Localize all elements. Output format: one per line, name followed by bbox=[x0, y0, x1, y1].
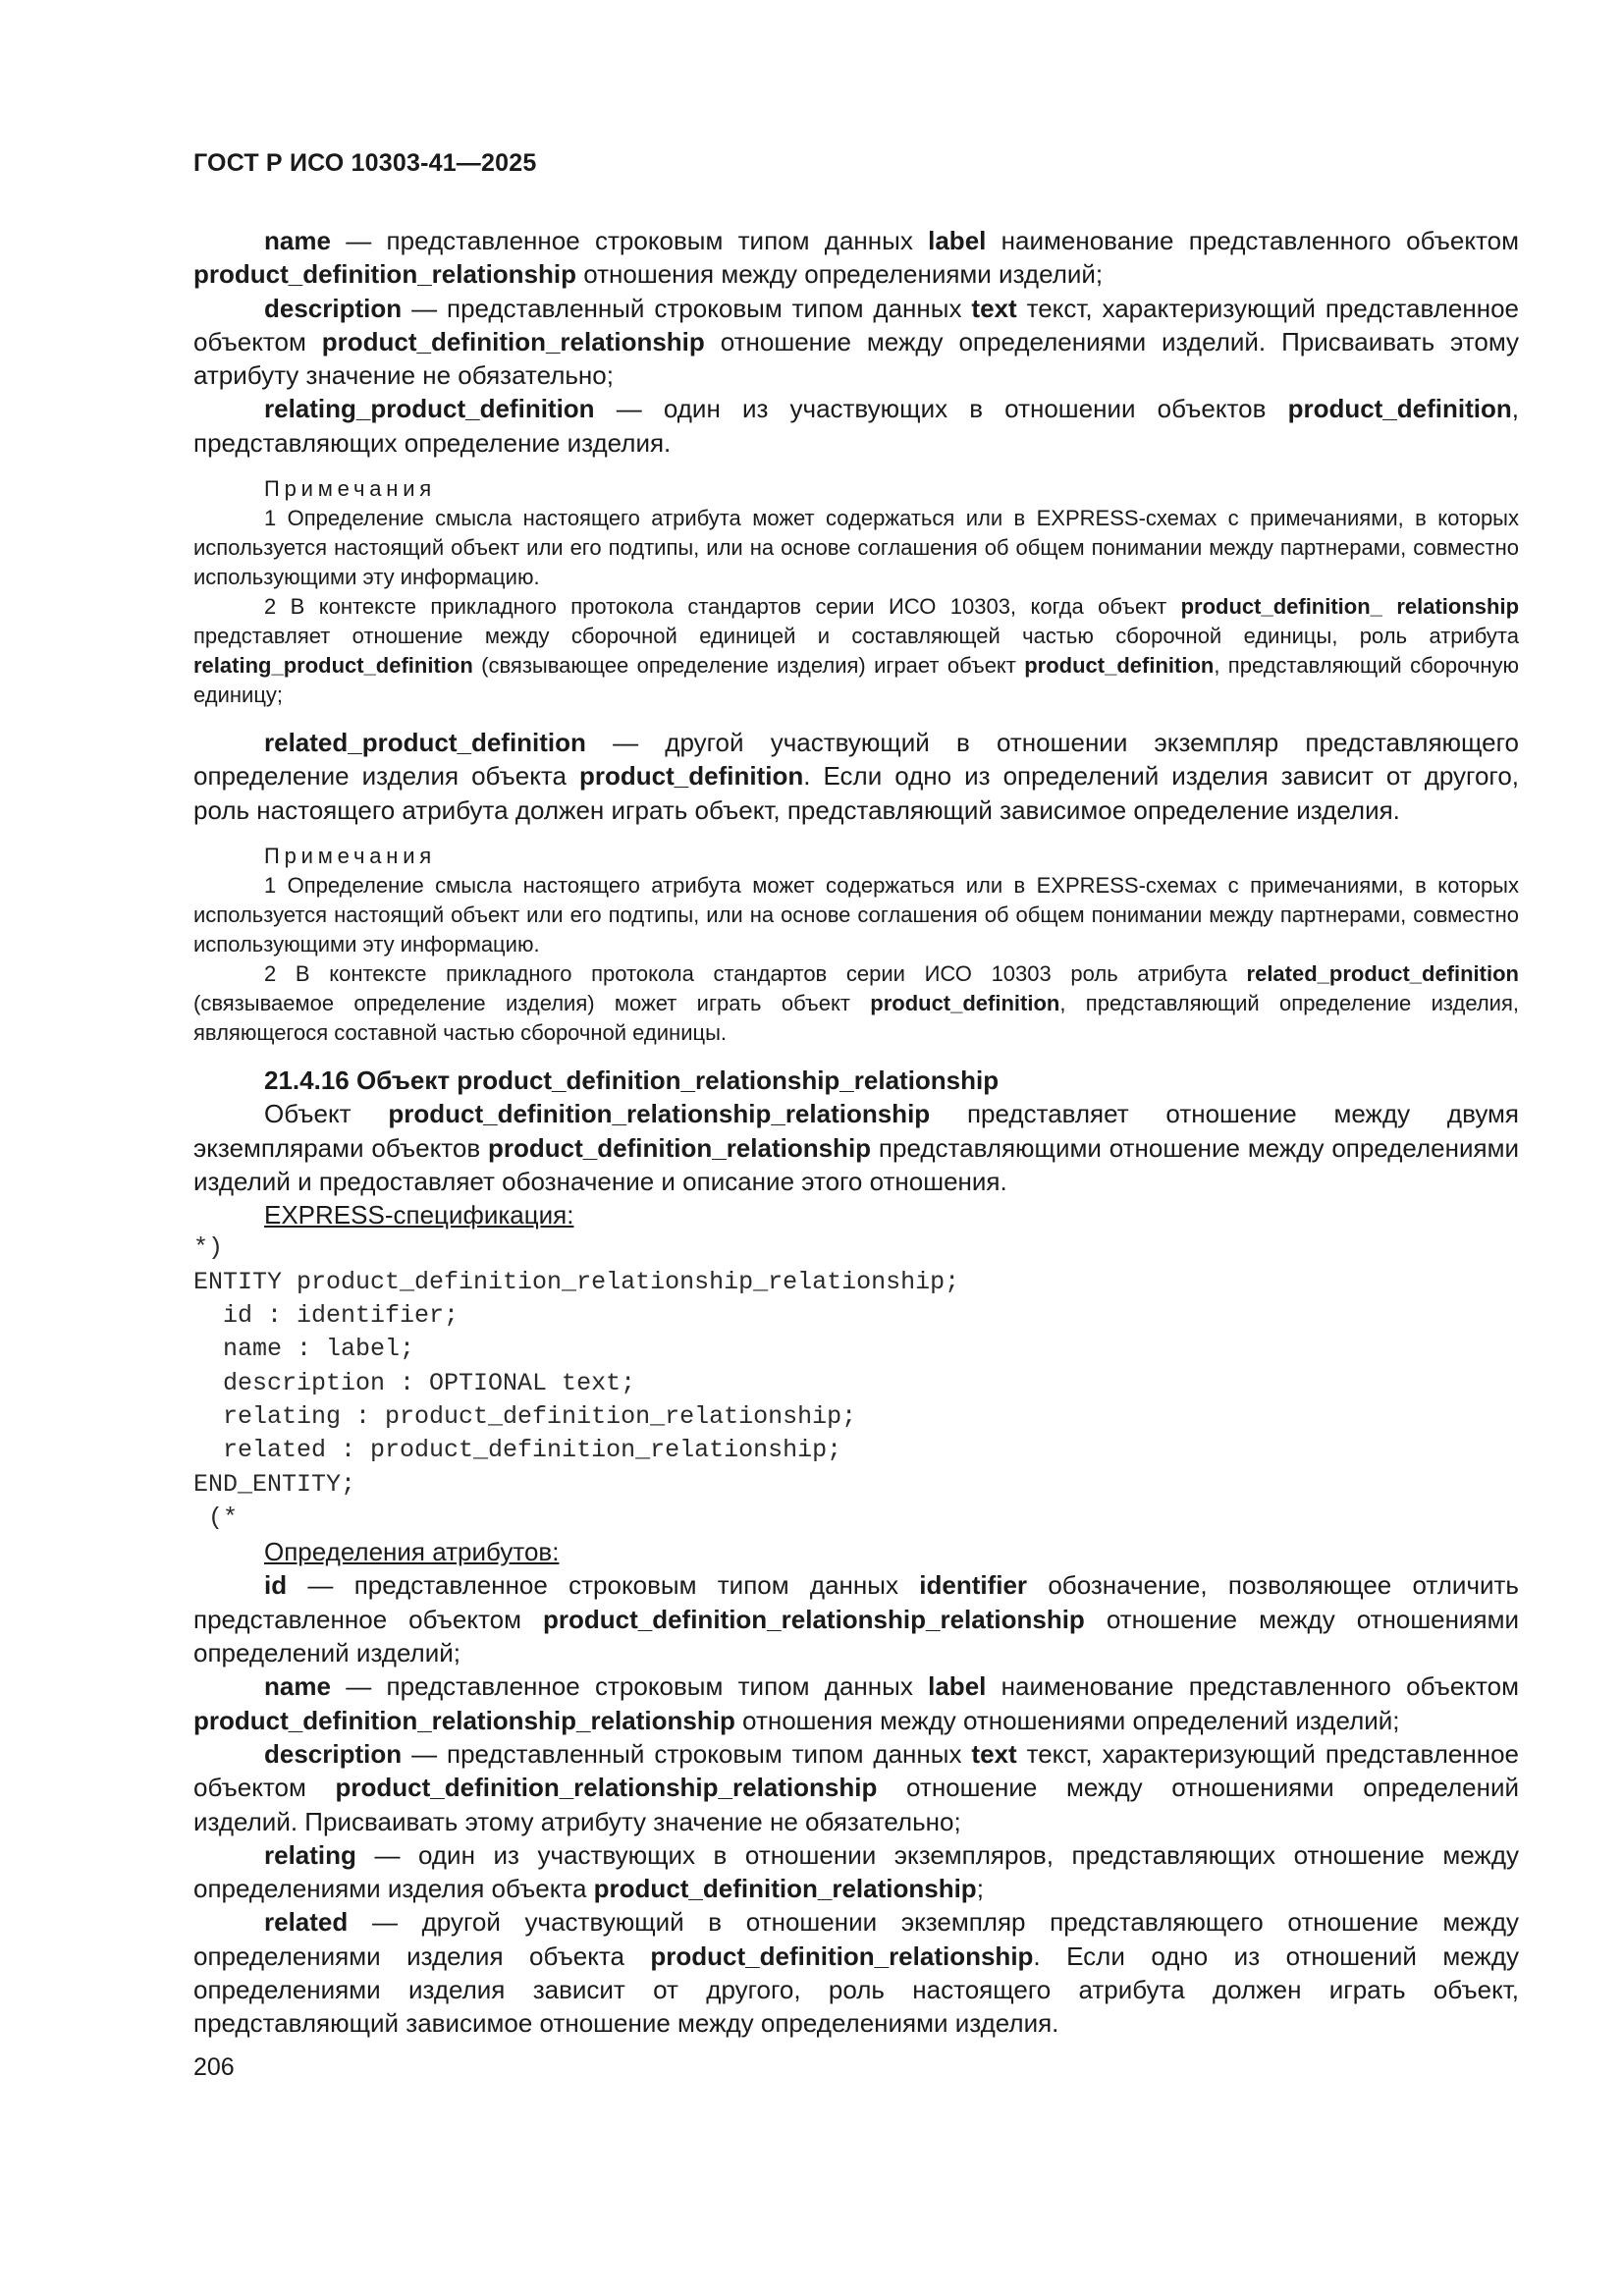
notes-title: Примечания bbox=[264, 843, 437, 868]
bold-term: relating_product_definition bbox=[193, 653, 473, 679]
paragraph bbox=[193, 1838, 1519, 1906]
bold-term: name bbox=[264, 226, 331, 255]
code-line: *) bbox=[193, 1233, 224, 1263]
bold-term: product_definition_relationship bbox=[593, 1874, 977, 1904]
paragraph bbox=[193, 726, 1519, 827]
bold-term: description bbox=[264, 1738, 403, 1769]
text-run: , представляющий определение изделия, являющегося составной частью сборочной единицы. bbox=[193, 990, 1519, 1045]
bold-term: product_definition_relationship_relationship bbox=[335, 1773, 878, 1803]
paragraph bbox=[193, 392, 1519, 460]
text-run: ; bbox=[976, 1874, 984, 1904]
text-run: представляющими отношение между определениями изделий и предоставляет обозначение и описание этого отношения. bbox=[193, 1132, 1519, 1196]
bold-term: product_definition_ relationship bbox=[1180, 594, 1520, 620]
bold-term: product_definition_relationship_relationship bbox=[388, 1099, 931, 1129]
text-run: отношение между определениями изделий. Присваивать этому атрибуту значение не обязательно; bbox=[193, 326, 1519, 391]
note-item bbox=[193, 504, 1519, 592]
bold-term: related bbox=[264, 1907, 349, 1938]
text-run: 1 Определение смысла настоящего атрибута может содержаться или в EXPRESS-схемах с примечаниями, в которых используется настоящий объект или его подтипы, или на основе соглашения об общем понимании между партнерами, совместно использующими эту информацию. bbox=[193, 506, 1519, 590]
text-run: — представленное строковым типом данных bbox=[287, 1570, 920, 1601]
bold-term: text bbox=[971, 1738, 1017, 1769]
bold-term: product_definition_relationship_relationship bbox=[542, 1604, 1085, 1634]
text-run: Объект bbox=[264, 1099, 389, 1129]
text-run: — представленный строковым типом данных bbox=[402, 1738, 972, 1769]
text-run: — другой участвующий в отношении экземпляр представляющего отношение между определениями изделия объекта bbox=[193, 1907, 1519, 1971]
paragraph bbox=[193, 1737, 1519, 1838]
text-run: отношения между определениями изделий; bbox=[576, 259, 1104, 290]
text-run: (связывающее определение изделия) играет объект bbox=[472, 653, 1025, 679]
note-item bbox=[193, 959, 1519, 1048]
text-run: обозначение, позволяющее отличить представленное объектом bbox=[193, 1570, 1519, 1634]
code-line: related : product_definition_relationship; bbox=[193, 1436, 842, 1465]
subsection-label-text: Определения атрибутов: bbox=[264, 1537, 560, 1567]
text-run: , представляющих определение изделия. bbox=[193, 394, 1519, 458]
text-run: — представленное строковым типом данных bbox=[330, 226, 929, 255]
bold-term: related_product_definition bbox=[264, 728, 586, 758]
bold-term: product_definition bbox=[579, 761, 804, 792]
text-run: 1 Определение смысла настоящего атрибута может содержаться или в EXPRESS-схемах с примечаниями, в которых используется настоящий объект или его подтипы, или на основе соглашения об общем понимании между партнерами, совместно использующими эту информацию. bbox=[193, 872, 1519, 957]
code-line: description : OPTIONAL text; bbox=[193, 1368, 636, 1397]
bold-term: product_definition bbox=[1287, 394, 1512, 424]
bold-term: relating_product_definition bbox=[264, 394, 595, 424]
text-run: — один из участвующих в отношении объектов bbox=[594, 394, 1288, 424]
bold-term: identifier bbox=[919, 1570, 1028, 1601]
note-item bbox=[193, 871, 1519, 959]
code-line: name : label; bbox=[193, 1335, 415, 1364]
notes-title: Примечания bbox=[264, 476, 437, 502]
paragraph bbox=[193, 1568, 1519, 1669]
text-run: отношение между отношениями определений изделий; bbox=[193, 1604, 1519, 1668]
bold-term: product_definition bbox=[1024, 653, 1215, 679]
bold-term: product_definition_relationship bbox=[321, 326, 705, 356]
text-run: представляет отношение между двумя экземплярами объектов bbox=[193, 1099, 1519, 1163]
paragraph bbox=[193, 1097, 1519, 1198]
bold-term: product_definition bbox=[870, 990, 1060, 1015]
bold-term: name bbox=[264, 1671, 331, 1702]
text-run: — другой участвующий в отношении экземпляр представляющего определение изделия объекта bbox=[193, 728, 1519, 792]
subsection-label bbox=[193, 1198, 1519, 1231]
text-run: 2 В контексте прикладного протокола стандартов серии ИСО 10303 роль атрибута bbox=[264, 960, 1247, 986]
text-run: — представленный строковым типом данных bbox=[402, 293, 972, 323]
text-run: представляет отношение между сборочной единицей и составляющей частью сборочной единицы, роль атрибута bbox=[193, 624, 1519, 649]
text-run: , представляющий сборочную единицу; bbox=[193, 653, 1519, 708]
notes-block bbox=[193, 474, 1519, 710]
page-number: 206 bbox=[193, 2053, 235, 2081]
bold-term: product_definition_relationship bbox=[650, 1941, 1034, 1971]
text-run: (связываемое определение изделия) может играть объект bbox=[193, 990, 871, 1015]
bold-term: related_product_definition bbox=[1246, 960, 1519, 986]
text-run: — представленное строковым типом данных bbox=[330, 1671, 929, 1702]
paragraph bbox=[193, 1905, 1519, 2040]
paragraph bbox=[193, 1669, 1519, 1737]
code-line: END_ENTITY; bbox=[193, 1469, 356, 1499]
section-heading: 21.4.16 Объект product_definition_relationship_relationship bbox=[264, 1065, 1000, 1095]
document-header: ГОСТ Р ИСО 10303-41—2025 bbox=[193, 149, 537, 177]
subsection-label bbox=[193, 1535, 1519, 1568]
bold-term: label bbox=[928, 1671, 987, 1702]
note-item bbox=[193, 592, 1519, 710]
subsection-label-text: EXPRESS-спецификация: bbox=[264, 1200, 574, 1230]
code-line: relating : product_definition_relationship; bbox=[193, 1401, 857, 1431]
text-run: отношение между отношениями определений изделий. Присваивать этому атрибуту значение не обязательно; bbox=[193, 1773, 1519, 1836]
bold-term: product_definition_relationship bbox=[488, 1132, 872, 1163]
bold-term: id bbox=[264, 1570, 288, 1601]
text-run: наименование представленного объектом bbox=[986, 1671, 1519, 1702]
text-run: текст, характеризующий представленное объектом bbox=[193, 293, 1519, 356]
code-line: ENTITY product_definition_relationship_relationship; bbox=[193, 1267, 960, 1296]
text-run: отношения между отношениями определений изделий; bbox=[734, 1705, 1400, 1735]
bold-term: label bbox=[928, 226, 987, 255]
code-line: id : identifier; bbox=[193, 1301, 460, 1331]
text-run: текст, характеризующий представленное объектом bbox=[193, 1738, 1519, 1803]
text-run: — один из участвующих в отношении экземпляров, представляющих отношение между определениями изделия объекта bbox=[193, 1839, 1519, 1904]
code-line: (* bbox=[193, 1503, 239, 1532]
bold-term: description bbox=[264, 293, 403, 323]
text-run: . Если одно из определений изделия зависит от другого, роль настоящего атрибута должен играть объект, представляющий зависимое определение изделия. bbox=[193, 761, 1520, 825]
text-run: . Если одно из отношений между определениями изделия зависит от другого, роль настоящего атрибута должен играть объект, представляющий зависимое отношение между определениями изделия. bbox=[193, 1941, 1519, 2039]
document-body bbox=[193, 224, 1519, 2041]
paragraph bbox=[193, 224, 1519, 292]
text-run: наименование представленного объектом bbox=[986, 226, 1519, 255]
bold-term: product_definition_relationship_relationship bbox=[193, 1705, 735, 1735]
paragraph bbox=[193, 292, 1519, 393]
notes-block bbox=[193, 842, 1519, 1048]
bold-term: text bbox=[971, 293, 1017, 323]
text-run: 2 В контексте прикладного протокола стандартов серии ИСО 10303, когда объект bbox=[264, 594, 1181, 620]
bold-term: relating bbox=[264, 1839, 356, 1870]
express-code-block bbox=[193, 1231, 1519, 1535]
bold-term: product_definition_relationship bbox=[193, 259, 577, 290]
